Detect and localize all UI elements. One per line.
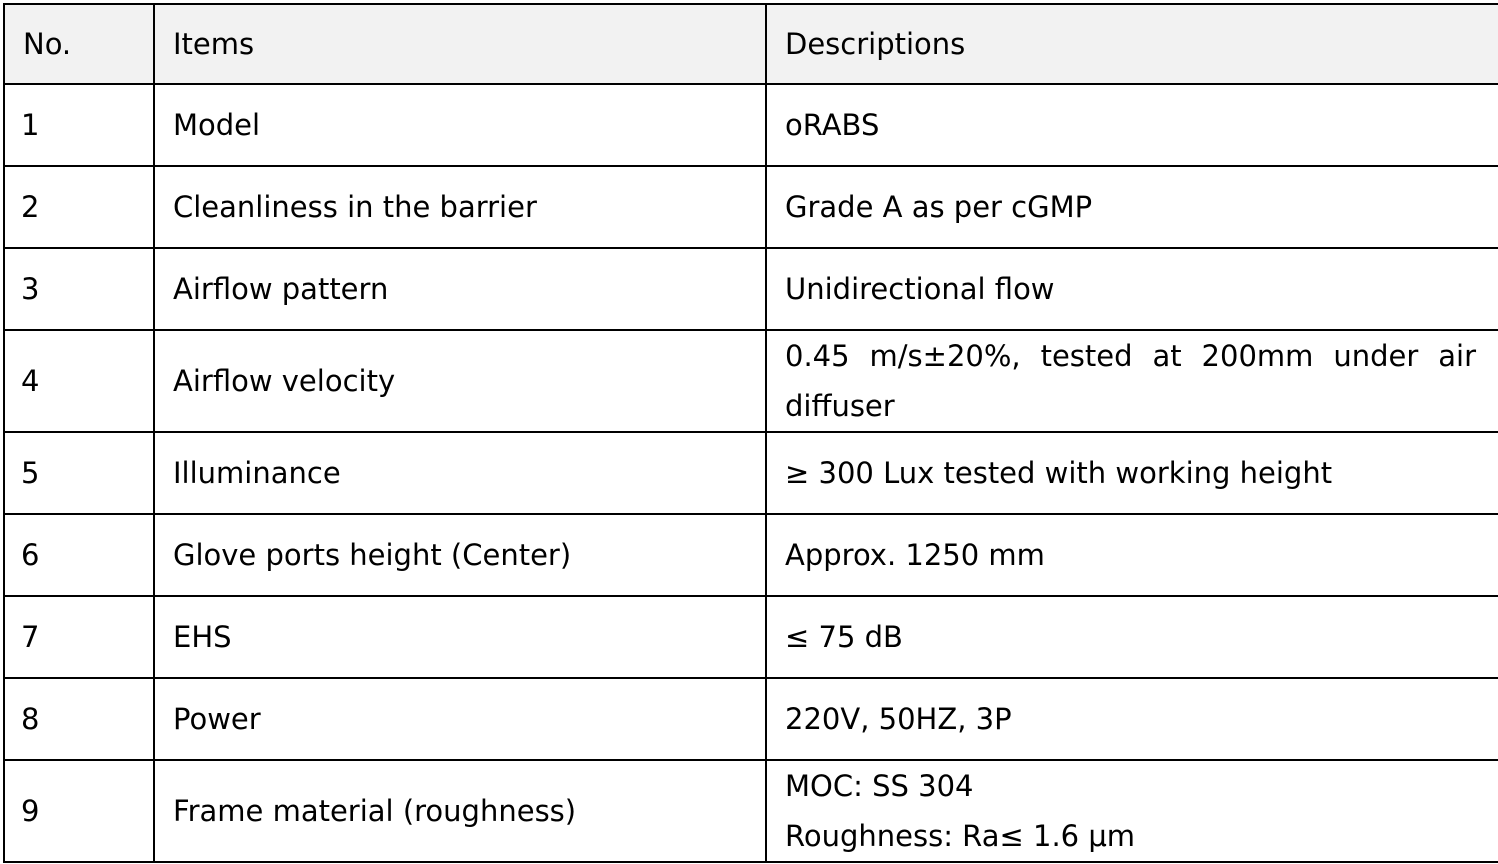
- table-row: [4, 678, 1498, 760]
- description-line: Unidirectional flow: [785, 272, 1055, 306]
- row-item: Airflow pattern: [154, 248, 766, 330]
- row-description: [766, 678, 1498, 760]
- description-line: 220V, 50HZ, 3P: [785, 702, 1012, 736]
- row-description: [766, 166, 1498, 248]
- table-header: [4, 4, 1498, 84]
- row-number: 8: [4, 678, 154, 760]
- row-item: EHS: [154, 596, 766, 678]
- row-description: [766, 248, 1498, 330]
- description-line: MOC: SS 304: [785, 769, 974, 803]
- row-item: Frame material (roughness): [154, 760, 766, 862]
- row-item: Power: [154, 678, 766, 760]
- row-description: [766, 514, 1498, 596]
- row-number: 7: [4, 596, 154, 678]
- row-description: [766, 760, 1498, 862]
- header-no: No.: [4, 4, 154, 84]
- description-line: oRABS: [785, 108, 880, 142]
- row-item: Glove ports height (Center): [154, 514, 766, 596]
- row-number: 4: [4, 330, 154, 432]
- table-row: [4, 760, 1498, 862]
- row-number: 6: [4, 514, 154, 596]
- table-row: [4, 432, 1498, 514]
- row-description: [766, 84, 1498, 166]
- table-row: [4, 330, 1498, 432]
- description-line: Grade A as per cGMP: [785, 190, 1093, 224]
- table-row: [4, 248, 1498, 330]
- row-number: 3: [4, 248, 154, 330]
- table-row: [4, 166, 1498, 248]
- table-row: [4, 596, 1498, 678]
- description-line: Approx. 1250 mm: [785, 538, 1045, 572]
- description-line: ≥ 300 Lux tested with working height: [785, 456, 1333, 490]
- row-description: [766, 432, 1498, 514]
- row-item: Illuminance: [154, 432, 766, 514]
- row-description: 0.45 m/s±20%, tested at 200mm under air diffuser: [766, 330, 1498, 432]
- description-line: ≤ 75 dB: [785, 620, 903, 654]
- table-row: [4, 84, 1498, 166]
- specification-table: [3, 3, 1498, 863]
- row-description: [766, 596, 1498, 678]
- table-row: [4, 514, 1498, 596]
- row-item: Airflow velocity: [154, 330, 766, 432]
- row-number: 1: [4, 84, 154, 166]
- table-body: [4, 84, 1498, 862]
- header-row: [4, 4, 1498, 84]
- row-number: 2: [4, 166, 154, 248]
- header-descriptions: Descriptions: [766, 4, 1498, 84]
- row-item: Model: [154, 84, 766, 166]
- header-items: Items: [154, 4, 766, 84]
- row-number: 5: [4, 432, 154, 514]
- row-item: Cleanliness in the barrier: [154, 166, 766, 248]
- row-number: 9: [4, 760, 154, 862]
- description-line: Roughness: Ra≤ 1.6 μm: [785, 819, 1136, 853]
